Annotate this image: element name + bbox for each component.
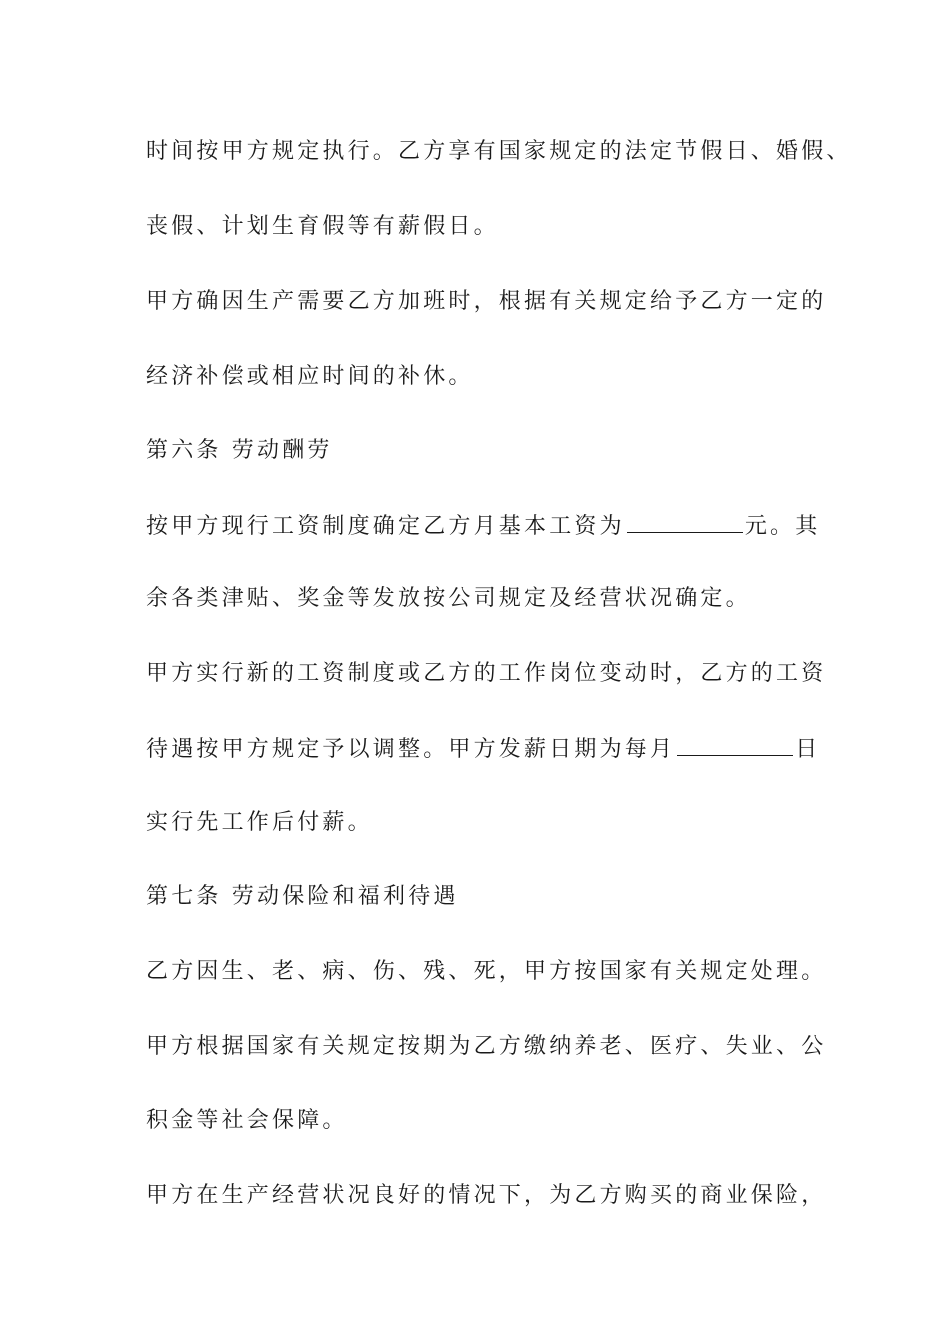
text-line: 乙方因生、老、病、伤、残、死，甲方按国家有关规定处理。 — [146, 959, 827, 984]
text-line: 甲方在生产经营状况良好的情况下，为乙方购买的商业保险， — [146, 1183, 827, 1208]
text-line: 甲方确因生产需要乙方加班时，根据有关规定给予乙方一定的 — [146, 289, 827, 314]
payday-text-before: 待遇按甲方规定予以调整。甲方发薪日期为每月 — [146, 737, 676, 762]
article-heading-seven: 第七条 劳动保险和福利待遇 — [146, 884, 459, 909]
payday-line — [146, 733, 820, 765]
salary-amount-blank — [627, 510, 743, 533]
text-line: 甲方实行新的工资制度或乙方的工作岗位变动时，乙方的工资 — [146, 661, 827, 686]
text-line: 丧假、计划生育假等有薪假日。 — [146, 214, 499, 239]
salary-text-before: 按甲方现行工资制度确定乙方月基本工资为 — [146, 514, 625, 539]
salary-line — [146, 510, 820, 542]
salary-text-after: 元。其 — [744, 514, 821, 539]
text-line: 实行先工作后付薪。 — [146, 810, 373, 835]
text-line: 积金等社会保障。 — [146, 1108, 348, 1133]
text-line: 时间按甲方规定执行。乙方享有国家规定的法定节假日、婚假、 — [146, 139, 852, 164]
payday-blank — [677, 733, 793, 756]
text-line: 甲方根据国家有关规定按期为乙方缴纳养老、医疗、失业、公 — [146, 1034, 827, 1059]
text-line: 经济补偿或相应时间的补休。 — [146, 364, 474, 389]
article-heading-six: 第六条 劳动酬劳 — [146, 438, 333, 463]
text-line: 余各类津贴、奖金等发放按公司规定及经营状况确定。 — [146, 586, 751, 611]
payday-text-after: 日 — [795, 737, 821, 762]
